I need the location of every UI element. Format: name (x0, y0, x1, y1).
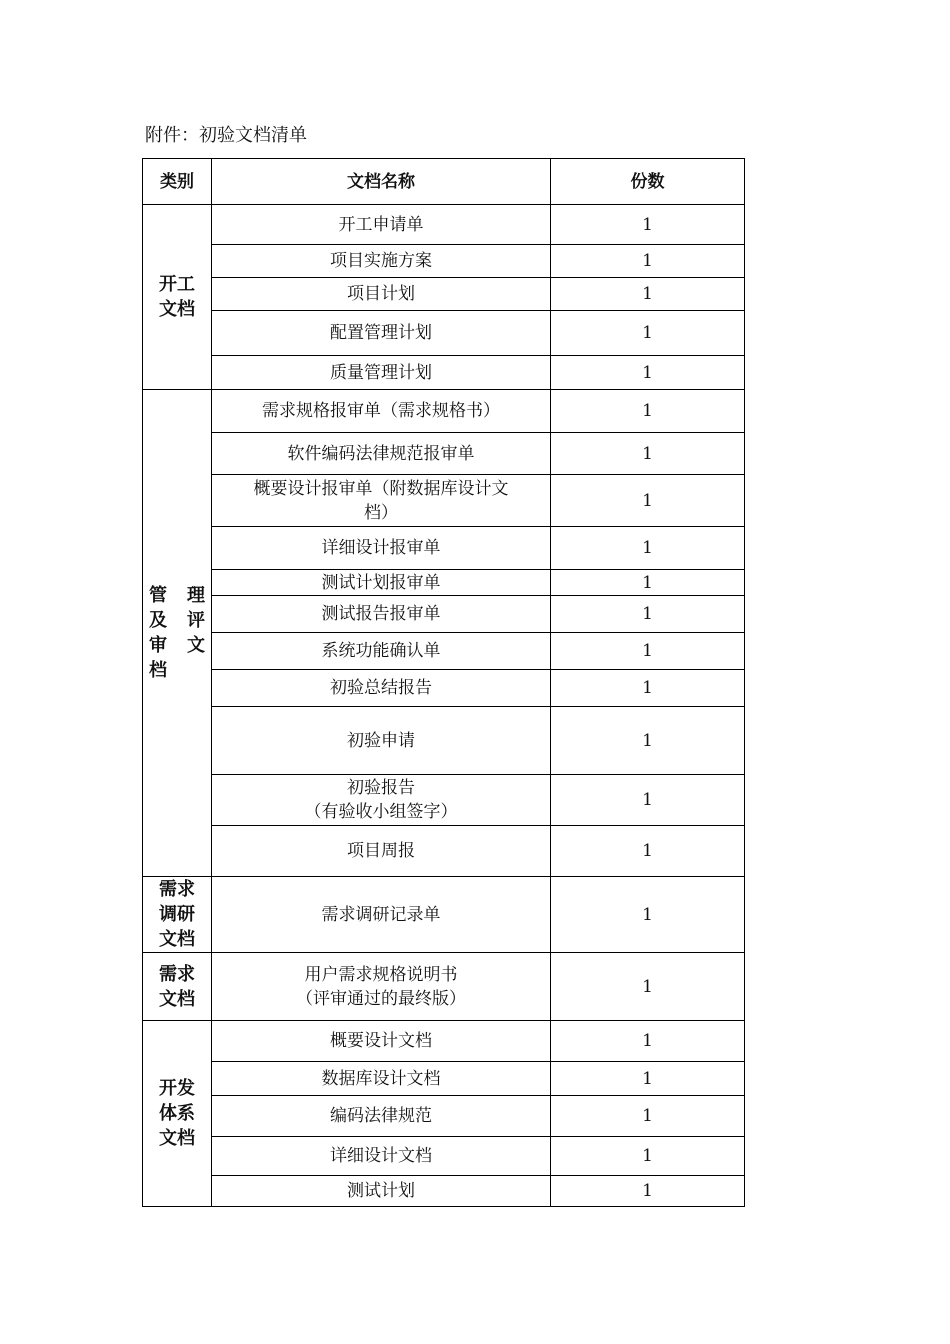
category-label-line: 及 评 (149, 610, 205, 631)
copies-cell: 1 (551, 205, 745, 245)
document-name-cell (212, 311, 551, 356)
document-name (216, 213, 546, 237)
document-name-cell (212, 475, 551, 527)
copies-cell: 1 (551, 633, 745, 670)
document-name-line: 详细设计报审单 (321, 538, 441, 558)
copies-cell: 1 (551, 527, 745, 570)
document-name-line: 初验申请 (347, 730, 415, 751)
document-name-line: 开工申请单 (338, 214, 424, 235)
copies-cell: 1 (551, 278, 745, 311)
document-name-cell (212, 1096, 551, 1137)
category-label-line: 文档 (159, 299, 195, 320)
table-row (143, 311, 745, 356)
document-name (216, 1179, 546, 1203)
document-name (216, 399, 546, 423)
copies-cell: 1 (551, 311, 745, 356)
table-row (143, 527, 745, 570)
table-row (143, 670, 745, 707)
document-name (216, 282, 546, 306)
document-name-line: 项目周报 (347, 841, 415, 861)
copies-cell: 1 (551, 877, 745, 953)
category-cell (143, 1021, 212, 1207)
category-cell (143, 877, 212, 953)
document-name (216, 1029, 546, 1053)
table-row (143, 826, 745, 877)
category-label-line: 需求 (159, 963, 195, 985)
document-name (216, 1144, 546, 1168)
category-label (147, 877, 207, 952)
copies-cell: 1 (551, 826, 745, 877)
document-name (216, 536, 546, 560)
table-row (143, 707, 745, 775)
document-name-cell (212, 278, 551, 311)
table-row (143, 1137, 745, 1176)
document-name (216, 729, 546, 753)
copies-cell: 1 (551, 953, 745, 1021)
document-name-cell (212, 1137, 551, 1176)
category-label-line: 开发 (159, 1078, 195, 1099)
copies-cell: 1 (551, 1096, 745, 1137)
document-name (216, 963, 546, 1011)
copies-cell: 1 (551, 1137, 745, 1176)
copies-cell: 1 (551, 475, 745, 527)
document-name-line: 初验总结报告 (330, 678, 432, 698)
document-name-line: 概要设计报审单（附数据库设计文 (253, 478, 509, 499)
copies-cell: 1 (551, 1176, 745, 1207)
copies-cell: 1 (551, 707, 745, 775)
table-row (143, 1062, 745, 1096)
document-name (216, 1067, 546, 1091)
document-name-cell (212, 707, 551, 775)
category-label-line: 体系 (159, 1103, 195, 1124)
table-row (143, 356, 745, 390)
table-row (143, 953, 745, 1021)
category-cell (143, 953, 212, 1021)
document-name-cell (212, 1062, 551, 1096)
header-document-name: 文档名称 (212, 159, 551, 205)
document-name-cell (212, 826, 551, 877)
table-row (143, 877, 745, 953)
table-row (143, 596, 745, 633)
document-name-line: 测试计划 (347, 1181, 415, 1201)
category-label-line: 文档 (159, 988, 195, 1010)
document-name-cell (212, 633, 551, 670)
category-label-line: 调研 (159, 904, 195, 925)
copies-cell: 1 (551, 596, 745, 633)
document-name-line: 系统功能确认单 (321, 641, 441, 661)
table-row (143, 570, 745, 596)
copies-cell: 1 (551, 570, 745, 596)
document-name-line: 软件编码法律规范报审单 (287, 443, 475, 464)
document-name-cell (212, 670, 551, 707)
document-name-line: 初验报告 (347, 778, 415, 798)
copies-cell: 1 (551, 1021, 745, 1062)
document-name (216, 361, 546, 385)
table-row (143, 390, 745, 433)
document-name (216, 249, 546, 273)
document-name-line: 项目计划 (347, 284, 415, 304)
document-name-line: 需求调研记录单 (321, 904, 441, 925)
document-name-cell (212, 390, 551, 433)
document-name (216, 903, 546, 927)
document-name-line: 需求规格报审单（需求规格书） (262, 401, 500, 421)
document-name-cell (212, 1176, 551, 1207)
document-name-line: 项目实施方案 (330, 251, 432, 271)
document-name-line: 用户需求规格说明书 (304, 964, 458, 985)
document-name-cell (212, 953, 551, 1021)
copies-cell: 1 (551, 245, 745, 278)
document-name-line: 编码法律规范 (330, 1106, 432, 1126)
category-label-line: 需求 (159, 879, 195, 900)
copies-cell: 1 (551, 390, 745, 433)
document-name (216, 477, 546, 525)
document-name-cell (212, 527, 551, 570)
document-name-line: 配置管理计划 (330, 323, 432, 343)
document-name (216, 839, 546, 863)
document-name-cell (212, 877, 551, 953)
document-name-cell (212, 1021, 551, 1062)
document-name (216, 1104, 546, 1128)
document-name-line: 测试报告报审单 (321, 604, 441, 624)
document-name-line: 数据库设计文档 (321, 1068, 441, 1089)
category-cell (143, 390, 212, 877)
document-name-line: 概要设计文档 (330, 1031, 432, 1051)
table-row (143, 278, 745, 311)
category-label-line: 文档 (159, 929, 195, 950)
header-category: 类别 (143, 159, 212, 205)
document-name-line: （有验收小组签字） (304, 802, 458, 822)
table-row (143, 1176, 745, 1207)
table-row (143, 1021, 745, 1062)
table-row (143, 1096, 745, 1137)
document-name-line: 档） (364, 502, 398, 523)
document-checklist-table (142, 158, 745, 1207)
table-row (143, 433, 745, 475)
category-label (149, 583, 205, 683)
document-name (216, 602, 546, 626)
document-name-line: 详细设计文档 (330, 1146, 432, 1166)
category-label-line: 管 理 (149, 585, 205, 606)
document-name-cell (212, 570, 551, 596)
document-name-cell (212, 775, 551, 826)
table-body (143, 159, 745, 1207)
document-name (216, 776, 546, 824)
category-label-line: 文档 (159, 1128, 195, 1149)
copies-cell: 1 (551, 356, 745, 390)
copies-cell: 1 (551, 433, 745, 475)
table-row (143, 205, 745, 245)
document-name-cell (212, 596, 551, 633)
table-row (143, 245, 745, 278)
category-cell (143, 205, 212, 390)
document-name-cell (212, 356, 551, 390)
document-name-line: 测试计划报审单 (321, 572, 441, 593)
table-row (143, 775, 745, 826)
document-name (216, 442, 546, 466)
category-label-line: 档 (149, 660, 167, 681)
copies-cell: 1 (551, 1062, 745, 1096)
header-copies: 份数 (551, 159, 745, 205)
document-name-cell (212, 433, 551, 475)
document-name (216, 639, 546, 663)
document-name (216, 676, 546, 700)
category-label-line: 审 文 (149, 635, 205, 656)
category-label-line: 开工 (159, 274, 195, 295)
category-label (147, 962, 207, 1012)
table-row (143, 633, 745, 670)
document-name-line: （评审通过的最终版） (296, 988, 466, 1009)
document-name-cell (212, 205, 551, 245)
category-label (147, 1076, 207, 1151)
document-name (216, 321, 546, 345)
table-row (143, 475, 745, 527)
header-row (143, 159, 745, 205)
document-name-cell (212, 245, 551, 278)
document-name (216, 571, 546, 595)
category-label (147, 272, 207, 322)
document-caption: 附件：初验文档清单 (145, 125, 307, 146)
copies-cell: 1 (551, 670, 745, 707)
document-name-line: 质量管理计划 (330, 362, 432, 383)
copies-cell: 1 (551, 775, 745, 826)
